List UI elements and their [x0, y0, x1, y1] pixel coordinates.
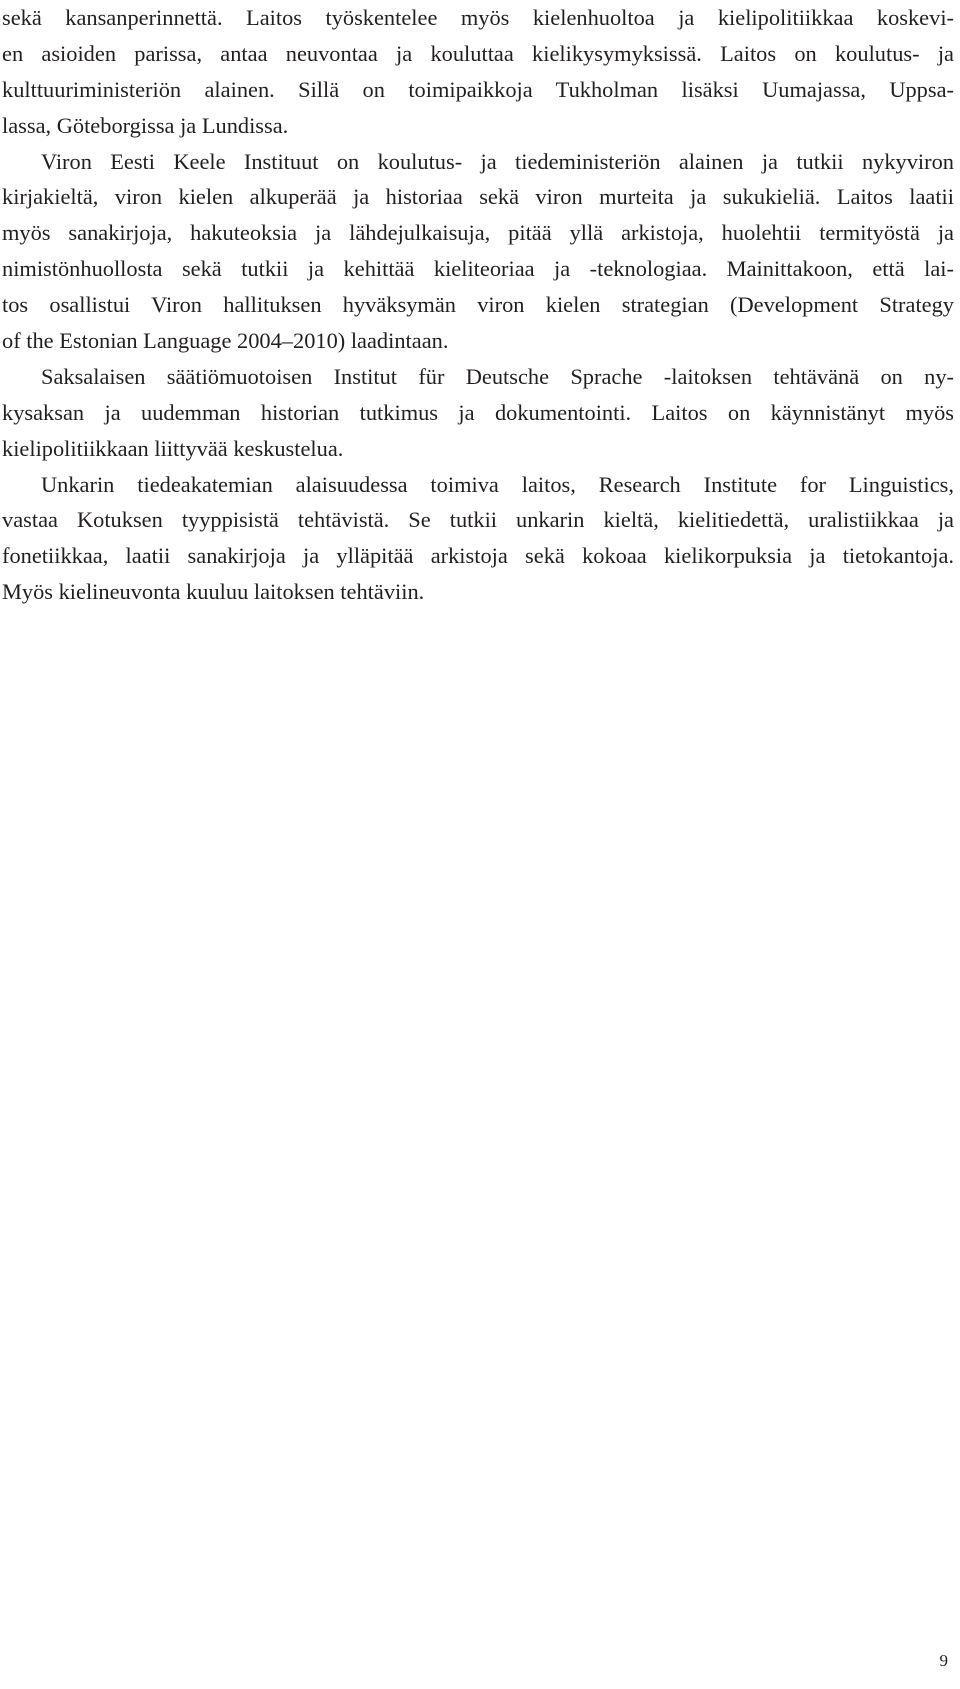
paragraph-2: [2, 144, 954, 359]
body-text: [2, 0, 954, 610]
text-line: kulttuuriministeriön alainen. Sillä on toimipaikkoja Tukholman lisäksi Uumajassa, Uppsa-: [2, 76, 954, 102]
page-number: 9: [939, 1651, 948, 1670]
text-line: vastaa Kotuksen tyyppisistä tehtävistä. Se tutkii unkarin kieltä, kielitiedettä, uralistiikkaa ja: [2, 507, 954, 533]
text-line: fonetiikkaa, laatii sanakirjoja ja ylläpitää arkistoja sekä kokoaa kielikorpuksia ja tietokantoja.: [2, 543, 954, 569]
text-line: kielipolitiikkaan liittyvää keskustelua.: [2, 435, 344, 461]
text-line: kirjakieltä, viron kielen alkuperää ja historiaa sekä viron murteita ja sukukieliä. Laitos laatii: [2, 184, 954, 210]
text-line: sekä kansanperinnettä. Laitos työskentelee myös kielenhuoltoa ja kielipolitiikkaa koskevi-: [2, 5, 954, 30]
paragraph-4: [2, 467, 954, 611]
text-line: of the Estonian Language 2004–2010) laadintaan.: [2, 328, 449, 354]
text-line: myös sanakirjoja, hakuteoksia ja lähdejulkaisuja, pitää yllä arkistoja, huolehtii termityöstä ja: [2, 220, 954, 246]
text-line: Myös kielineuvonta kuuluu laitoksen tehtäviin.: [2, 579, 425, 605]
paragraph-3: [2, 359, 954, 467]
text-line: tos osallistui Viron hallituksen hyväksymän viron kielen strategian (Development Strategy: [2, 292, 954, 318]
text-line: lassa, Göteborgissa ja Lundissa.: [2, 112, 289, 138]
text-line: kysaksan ja uudemman historian tutkimus ja dokumentointi. Laitos on käynnistänyt myös: [2, 399, 954, 425]
text-line: Saksalaisen säätiömuotoisen Institut für Deutsche Sprache -laitoksen tehtävänä on ny-: [41, 363, 954, 389]
text-line: Viron Eesti Keele Instituut on koulutus- ja tiedeministeriön alainen ja tutkii nykyviron: [41, 148, 954, 174]
text-line: nimistönhuollosta sekä tutkii ja kehittää kieliteoriaa ja -teknologiaa. Mainittakoon, että lai-: [2, 256, 954, 282]
text-line: en asioiden parissa, antaa neuvontaa ja kouluttaa kielikysymyksissä. Laitos on koulutus- ja: [2, 40, 954, 66]
text-line: Unkarin tiedeakatemian alaisuudessa toimiva laitos, Research Institute for Linguistics,: [41, 471, 954, 497]
paragraph-1: [2, 0, 954, 144]
